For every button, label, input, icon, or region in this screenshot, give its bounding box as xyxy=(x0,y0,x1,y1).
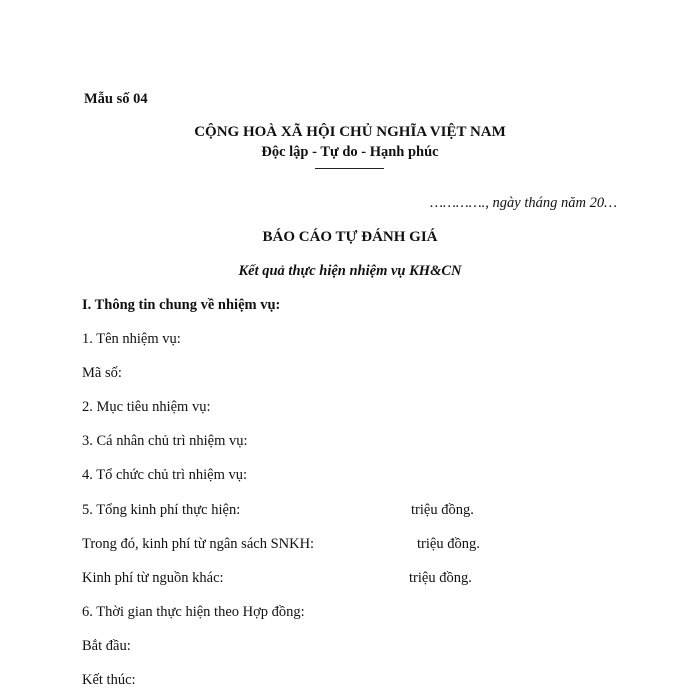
report-title: BÁO CÁO TỰ ĐÁNH GIÁ xyxy=(262,229,438,245)
section-title: I. Thông tin chung về nhiệm vụ: xyxy=(82,297,281,313)
national-motto: Độc lập - Tự do - Hạnh phúc xyxy=(261,144,439,160)
field-task-name-label: 1. Tên nhiệm vụ: xyxy=(82,331,181,347)
report-subtitle: Kết quả thực hiện nhiệm vụ KH&CN xyxy=(238,263,462,279)
field-end-label: Kết thúc: xyxy=(82,672,136,688)
field-objective-label: 2. Mục tiêu nhiệm vụ: xyxy=(82,399,211,415)
field-other-budget-unit: triệu đồng. xyxy=(409,570,472,586)
national-heading: CỘNG HOÀ XÃ HỘI CHỦ NGHĨA VIỆT NAM xyxy=(194,124,506,140)
field-other-budget-label: Kinh phí từ nguồn khác: xyxy=(82,570,224,586)
field-total-budget-label: 5. Tổng kinh phí thực hiện: xyxy=(82,502,241,518)
field-code-label: Mã số: xyxy=(82,365,122,381)
field-lead-person-label: 3. Cá nhân chủ trì nhiệm vụ: xyxy=(82,433,248,449)
field-snkh-budget-unit: triệu đồng. xyxy=(417,536,480,552)
field-start-label: Bắt đầu: xyxy=(82,638,131,654)
heading-divider xyxy=(315,168,384,169)
field-lead-organization-label: 4. Tổ chức chủ trì nhiệm vụ: xyxy=(82,467,248,483)
field-total-budget-unit: triệu đồng. xyxy=(411,502,474,518)
date-line: …………., ngày tháng năm 20… xyxy=(430,195,617,211)
field-contract-period-label: 6. Thời gian thực hiện theo Hợp đồng: xyxy=(82,604,305,620)
form-code: Mẫu số 04 xyxy=(84,91,148,107)
field-snkh-budget-label: Trong đó, kinh phí từ ngân sách SNKH: xyxy=(82,536,315,552)
